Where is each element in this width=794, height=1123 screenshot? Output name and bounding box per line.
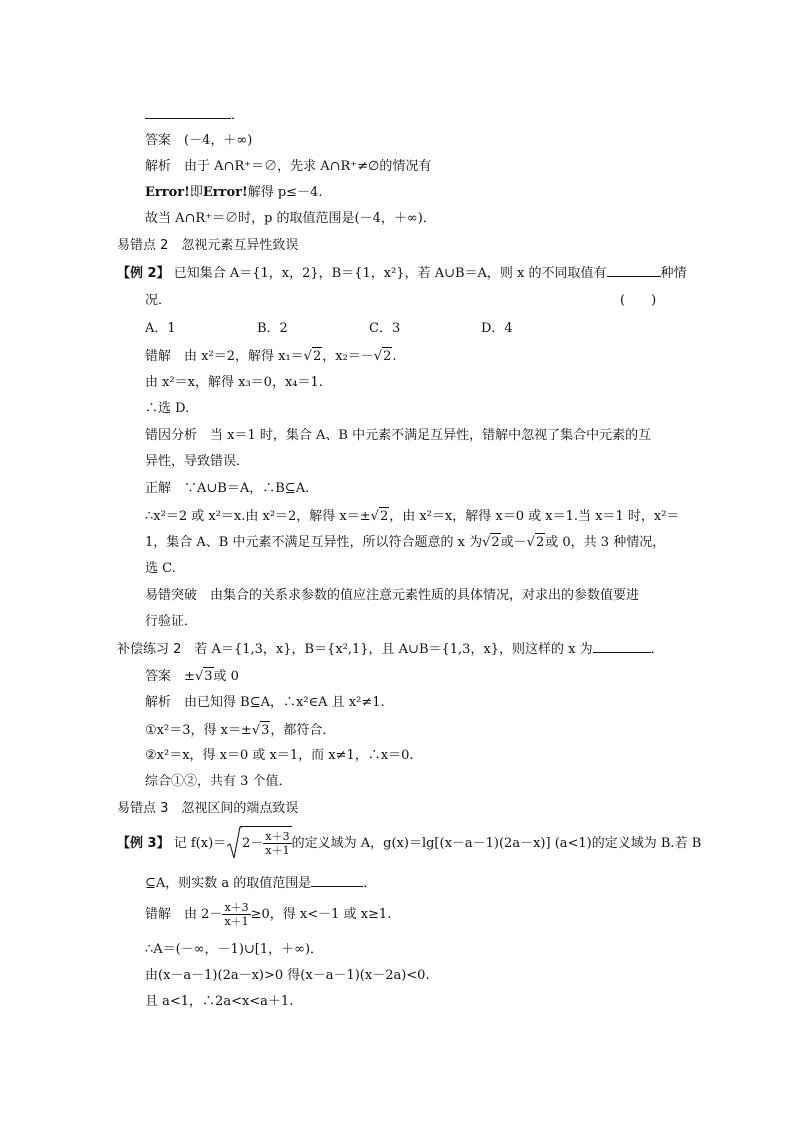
practice-analysis-line-1: 解析 由已知得 B⊆A，∴x²∈A 且 x²≠1. (145, 695, 385, 710)
correct-solution-line-2: ∴x²＝2 或 x²＝x.由 x²＝2，解得 x＝±√2，由 x²＝x，解得 x＝0 或 x＝1.当 x＝1 时，x²＝ (145, 509, 680, 524)
option-d: D．4 (481, 321, 513, 336)
answer-label: 答案 (145, 133, 172, 148)
option-a: A．1 (145, 321, 176, 336)
answer-label: 答案 (145, 669, 172, 684)
correct-solution-line-4: 选 C. (145, 561, 176, 576)
radical-sign-icon (226, 826, 242, 860)
example-3-line-2: ⊆A，则实数 a 的取值范围是 ． (145, 876, 377, 891)
answer-line: 答案 (－4，＋∞) (145, 133, 253, 148)
correct-solution-label: 正解 (145, 481, 172, 496)
practice-answer-line: 答案 ±√3或 0 (145, 669, 239, 684)
wrong-solution-label: 错解 (145, 349, 172, 364)
wrong-solution-3-line-3: 由(x－a－1)(2a－x)>0 得(x－a－1)(x－2a)<0. (145, 968, 430, 983)
option-c: C．3 (369, 321, 401, 336)
practice-tag: 补偿练习 2 (117, 642, 182, 657)
tips-label: 易错突破 (145, 588, 198, 603)
error-text: Error! (202, 185, 248, 200)
error-analysis-line-2: 异性，导致错误． (145, 454, 250, 469)
error-analysis-line-1: 错因分析 当 x＝1 时，集合 A、B 中元素不满足互异性，错解中忽视了集合中元素的互 (145, 428, 652, 443)
example-2-line-2: 况． (145, 293, 172, 308)
radical-expression: 2－ $\frac{x+3}{x+1}$ (226, 826, 291, 861)
fraction: $\frac{x+3}{x+1}$ (224, 901, 249, 928)
practice-analysis-line-4: 综合①②，共有 3 个值． (145, 774, 292, 789)
wrong-solution-line-2: 由 x²＝x，解得 x₃＝0，x₄＝1. (145, 375, 323, 390)
wrong-solution-3-line-2: ∴A＝(－∞，－1)∪[1，＋∞)． (145, 942, 324, 957)
error-analysis-label: 错因分析 (145, 428, 198, 443)
wrong-solution-line-1: 错解 由 x²＝2，解得 x₁＝√2，x₂＝－√2. (145, 349, 397, 364)
example-2-line-1: 【例 2】 已知集合 A＝{1，x，2}，B＝{1，x²}，若 A∪B＝A，则 x 的不同取值有 种情 (117, 266, 687, 281)
example-tag: 【例 2】 (117, 266, 170, 281)
fill-blank (145, 106, 231, 119)
tips-line-2: 行验证． (145, 614, 198, 629)
fill-blank (311, 874, 363, 887)
fill-blank (593, 640, 651, 653)
analysis-label: 解析 (145, 159, 172, 174)
answer-parentheses: ( ) (620, 293, 657, 308)
practice-analysis-line-3: ②x²＝x，得 x＝0 或 x＝1，而 x≠1，∴x＝0. (145, 748, 414, 763)
fraction: $\frac{x+3}{x+1}$ (265, 830, 290, 857)
fill-blank (607, 264, 661, 277)
option-b: B．2 (257, 321, 288, 336)
wrong-solution-3-line-4: 且 a<1，∴2a<x<a＋1. (145, 994, 294, 1009)
wrong-solution-3-line-1: 错解 由 2－ $\frac{x+3}{x+1}$ ≥0，得 x<－1 或 x≥1. (145, 901, 392, 928)
tips-line-1: 易错突破 由集合的关系求参数的值应注意元素性质的具体情况，对求出的参数值要进 (145, 588, 640, 603)
section-heading-2: 易错点 2 忽视元素互异性致误 (117, 238, 299, 253)
wrong-solution-label: 错解 (145, 907, 172, 922)
example-tag: 【例 3】 (117, 836, 170, 851)
answer-blank-line: ． (145, 106, 244, 125)
correct-solution-line-3: 1，集合 A、B 中元素不满足互异性，所以符合题意的 x 为√2或－√2或 0，共 3 种情况， (145, 535, 666, 550)
example-3-line-1: 【例 3】 记 f(x)＝ 2－ $\frac{x+3}{x+1}$ 的定义域为 A，g(x)＝lg[(x－a－1)(2a－x)] (a<1)的定义域为 B.若 B (117, 826, 701, 862)
conclusion-line: 故当 A∩R⁺＝∅时，p 的取值范围是(－4，＋∞)． (145, 211, 436, 226)
section-heading-3: 易错点 3 忽视区间的端点致误 (117, 801, 299, 816)
error-text: Error! (145, 185, 190, 200)
practice-2-line: 补偿练习 2 若 A＝{1,3，x}，B＝{x²,1}，且 A∪B＝{1,3，x}，则这样的 x 为 ． (117, 642, 664, 657)
error-line: Error!即Error!解得 p≤－4. (145, 185, 323, 200)
practice-analysis-line-2: ①x²＝3，得 x＝±√3，都符合． (145, 723, 336, 738)
analysis-line: 解析 由于 A∩R⁺＝∅，先求 A∩R⁺≠∅的情况有 (145, 159, 432, 174)
correct-solution-line-1: 正解 ∵A∪B＝A，∴B⊆A. (145, 481, 310, 496)
wrong-solution-line-3: ∴选 D. (145, 401, 190, 416)
analysis-label: 解析 (145, 695, 172, 710)
